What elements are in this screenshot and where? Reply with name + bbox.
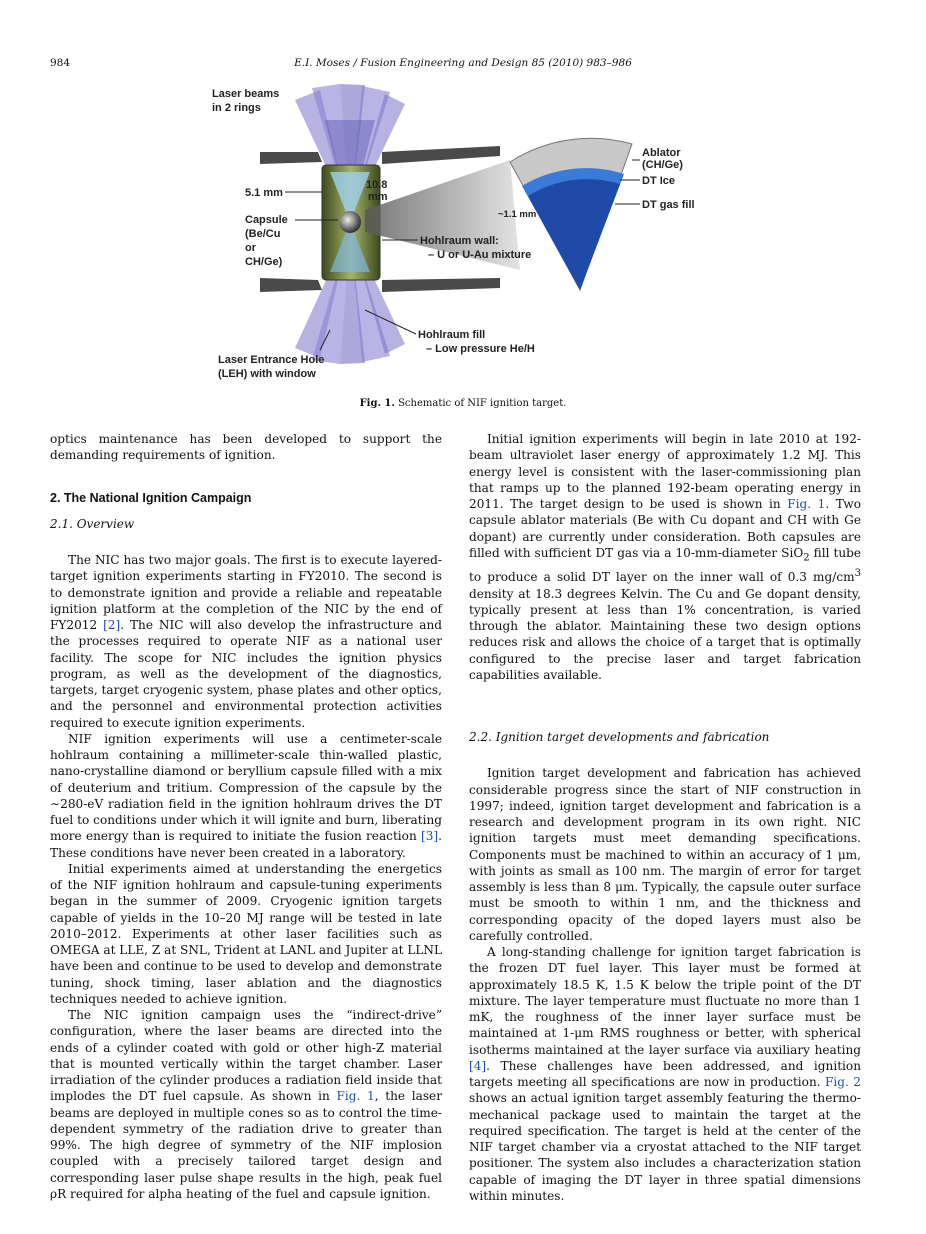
label-laser-beams-rings: in 2 rings: [212, 102, 261, 114]
label-10-8-mm: mm: [368, 191, 388, 203]
label-capsule: Capsule: [245, 214, 288, 226]
caption-text: Schematic of NIF ignition target.: [398, 398, 567, 409]
caption-label: Fig. 1.: [359, 398, 395, 409]
right-column: [469, 431, 861, 1204]
label-thickness: ~1.1 mm: [498, 209, 537, 220]
paragraph: Initial ignition experiments will begin in late 2010 at 192-beam ultraviolet laser energy of approximately 1.2 MJ. This energy level is consistent with the laser-commissioning plan that ramps up to the planned 192-beam operating energy in 2011. The target design to be used is shown in Fig. 1. Two capsule ablator materials (Be with Cu dopant and CH with Ge dopant) are currently under consideration. Both capsules are filled with sufficient DT gas via a 10-mm-diameter SiO$_2$ fill tube to produce a solid DT layer on the inner wall of 0.3 $mg/cm^3$ density at 18.3 degrees Kelvin. The Cu and Ge dopant density, typically present at less than 1% concentration, is varied through the ablator. Maintaining these two design options reduces risk and allows the choice of a target that is optimally configured to the precise laser and target fabrication capabilities available.: [469, 432, 862, 682]
figure-link[interactable]: Fig. 2: [825, 1075, 861, 1090]
paragraph: Initial experiments aimed at understanding the energetics of the NIF ignition hohlraum and capsule-tuning experiments began in the summer of 2009. Cryogenic ignition targets capable of yields in the 10–20 MJ range will be tested in late 2010–2012. Experiments at other laser facilities such as OMEGA at LLE, Z at SNL, Trident at LANL and Jupiter at LLNL have been and continue to be used to develop and demonstrate tuning, shock timing, laser ablation and the diagnostics techniques needed to achieve ignition.: [50, 861, 442, 1006]
subsection-heading: 2.2. Ignition target developments and fabrication: [469, 730, 770, 745]
paragraph: optics maintenance has been developed to support the demanding requirements of ignition.: [50, 432, 442, 463]
label-hohlraum-fill: Hohlraum fill: [418, 329, 486, 341]
figure-link[interactable]: Fig. 1: [336, 1089, 375, 1104]
running-header: [0, 57, 926, 73]
label-hohlraum-fill-gas: – Low pressure He/H: [426, 343, 535, 355]
label-dt-gas: DT gas fill: [642, 199, 695, 211]
label-capsule-or: or: [245, 242, 256, 254]
journal-citation: E.I. Moses / Fusion Engineering and Design 85 (2010) 983–986: [294, 57, 632, 69]
figure-1: [200, 80, 740, 390]
left-column: [50, 431, 442, 1202]
reference-link[interactable]: [3]: [421, 829, 439, 844]
paragraph: The NIC ignition campaign uses the “indirect-drive” configuration, where the laser beams are directed into the ends of a cylinder coated with gold or other high-Z material that is mounted vertically within the target chamber. Laser irradiation of the cylinder produces a radiation field inside that implodes the DT fuel capsule. As shown in Fig. 1, the laser beams are deployed in multiple cones so as to control the time-dependent symmetry of the radiation drive to greater than 99%. The high degree of symmetry of the NIF implosion coupled with a precisely tailored target design and corresponding laser pulse shape results in the high, peak fuel ρR required for alpha heating of the fuel and capsule ignition.: [50, 1008, 442, 1201]
paragraph: A long-standing challenge for ignition target fabrication is the frozen DT fuel layer. This layer must be formed at approximately 18.5 K, 1.5 K below the triple point of the DT mixture. The layer temperature must fluctuate no more than 1 mK, the roughness of the inner layer surface must be maintained at 1-μm RMS roughness or better, with spherical isotherms maintained at the layer surface via auxiliary heating [4]. These challenges have been addressed, and ignition targets meeting all specifications are now in production. Fig. 2 shows an actual ignition target assembly featuring the thermo-mechanical package used to maintain the target at the required specification. The target is held at the center of the NIF target chamber via a cryostat attached to the NIF target positioner. The system also includes a characterization station capable of imaging the DT layer in three spatial dimensions within minutes.: [469, 945, 861, 1203]
reference-link[interactable]: [2]: [103, 618, 121, 632]
reference-link[interactable]: [4]: [469, 1058, 487, 1073]
nif-target-schematic: [200, 80, 740, 390]
label-laser-beams: Laser beams: [212, 88, 280, 100]
label-dt-ice: DT Ice: [642, 175, 676, 187]
figure-link[interactable]: Fig. 1: [787, 497, 826, 511]
figure-caption: [0, 398, 926, 409]
paragraph: The NIC has two major goals. The first is to execute layered-target ignition experiments starting in FY2010. The second is to demonstrate ignition and provide a reliable and repeatable ignition platform at the completion of the NIC by the end of FY2012 [2]. The NIC will also develop the infrastructure and the processes required to operate NIF as a national user facility. The scope for NIC includes the ignition physics program, as well as the development of the diagnostics, targets, target cryogenic system, phase plates and other optics, and the personnel and environmental protection activities required to execute ignition experiments.: [50, 553, 442, 730]
label-ablator-material: (CH/Ge): [642, 159, 683, 171]
paragraph: NIF ignition experiments will use a centimeter-scale hohlraum containing a millimeter-scale thin-walled plastic, nano-crystalline diamond or beryllium capsule filled with a mix of deuterium and tritium. Compression of the capsule by the ∼280-eV radiation field in the ignition hohlraum drives the DT fuel to conditions under which it will ignite and burn, liberating more energy than is required to initiate the fusion reaction [3]. These conditions have never been created in a laboratory.: [50, 731, 442, 860]
section-heading: 2. The National Ignition Campaign: [50, 490, 252, 505]
label-10-8: 10.8: [366, 179, 388, 191]
label-capsule-be: (Be/Cu: [245, 228, 281, 240]
page-number: 984: [50, 57, 71, 69]
label-leh: Laser Entrance Hole: [218, 354, 325, 366]
label-ablator: Ablator: [642, 147, 681, 159]
capsule: [339, 211, 361, 233]
paragraph: Ignition target development and fabrication has achieved considerable progress since the start of NIF construction in 1997; indeed, ignition target development and fabrication is a research and development program in its own right. NIC ignition targets must meet demanding specifications. Components must be machined to within an accuracy of 1 μm, with joints as small as 100 nm. The margin of error for target assembly is less than 8 μm. Typically, the capsule outer surface must be smooth to within 1 nm, and the thickness and corresponding opacity of the doped layers must also be carefully controlled.: [469, 766, 861, 943]
label-5-1mm: 5.1 mm: [245, 187, 283, 199]
label-hohlraum-wall: Hohlraum wall:: [420, 235, 499, 247]
label-capsule-ch: CH/Ge): [245, 256, 283, 268]
subsection-heading: 2.1. Overview: [50, 516, 135, 531]
label-hohlraum-wall-material: – U or U-Au mixture: [428, 249, 532, 261]
label-leh-window: (LEH) with window: [218, 368, 316, 380]
